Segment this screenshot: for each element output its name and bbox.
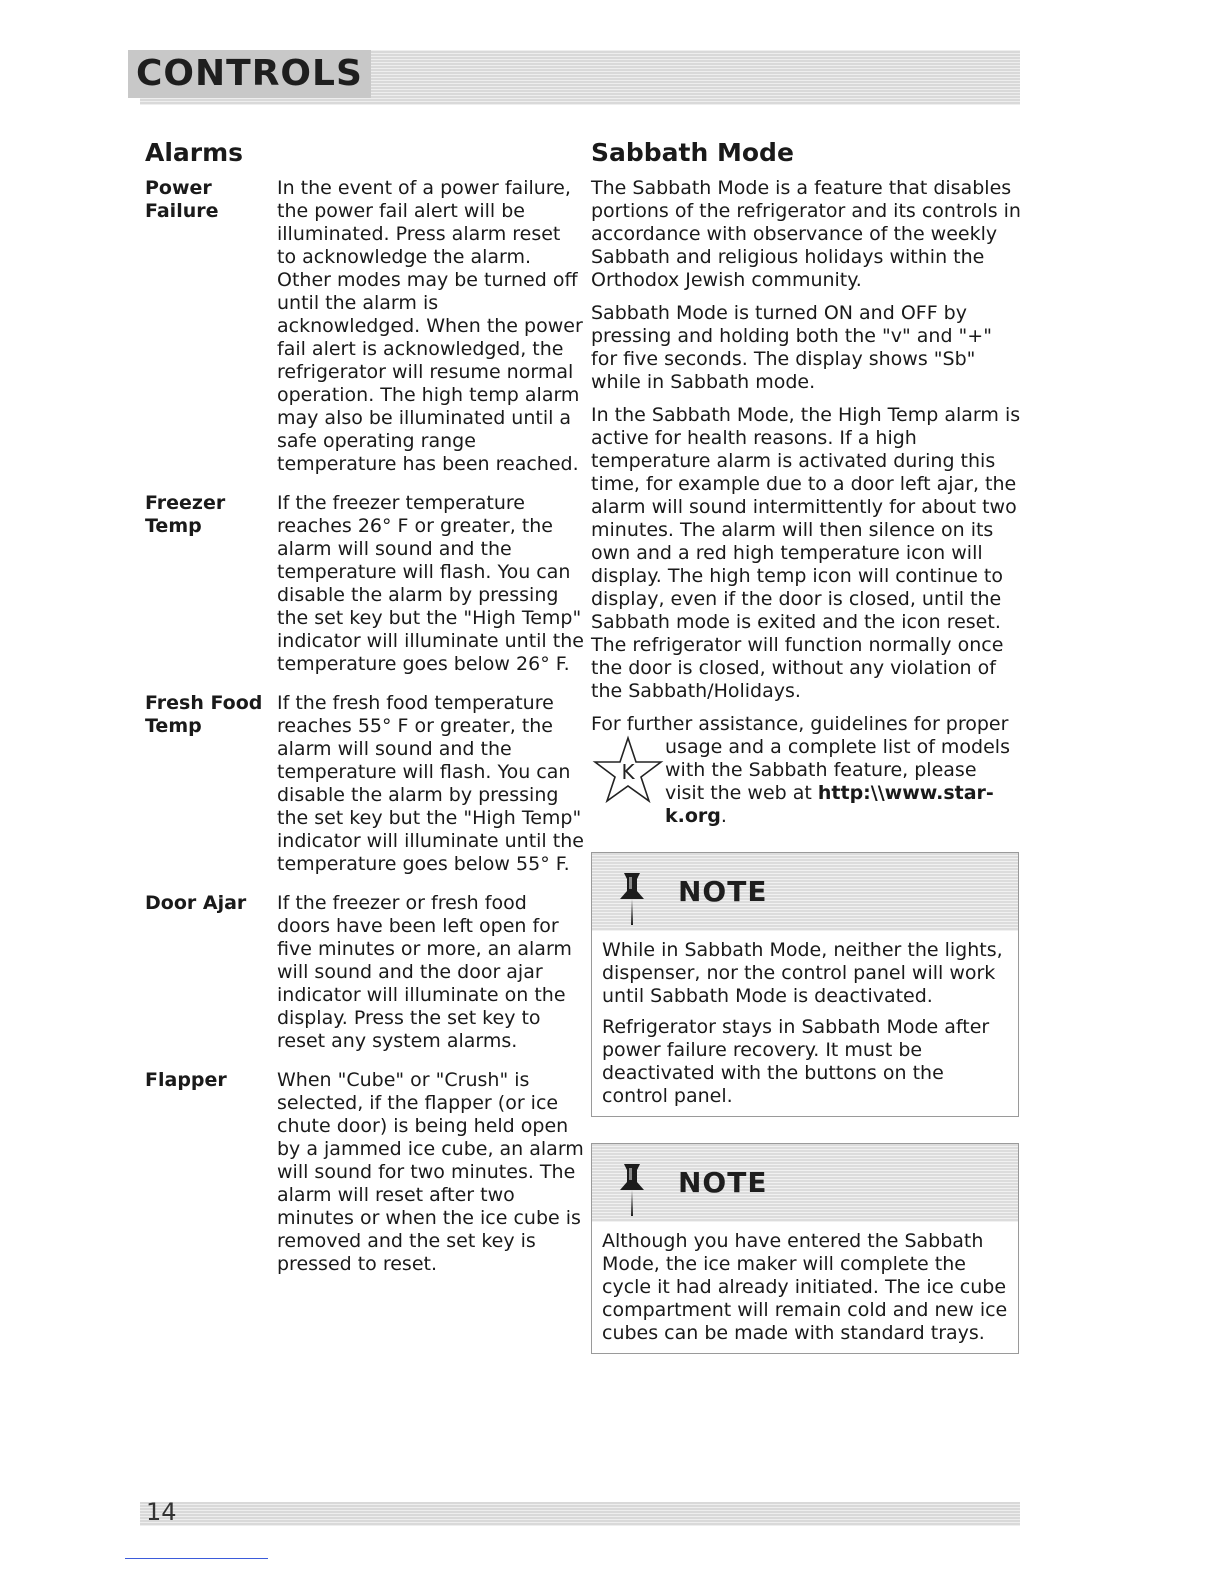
assistance-text <box>665 736 1021 828</box>
alarm-entry-freezer-temp <box>145 492 585 676</box>
alarm-entry-fresh-food-temp <box>145 692 585 876</box>
alarm-entry-door-ajar <box>145 892 585 1053</box>
url-suffix: . <box>720 805 727 827</box>
alarm-description: If the fresh food temperature reaches 55° F or greater, the alarm will sound and the temperature will flash. You can disable the alarm by pressing the set key but the "High Temp" indicator will illuminate until the temperature goes below 55° F. <box>277 692 584 875</box>
alarm-entry-power-failure <box>145 177 585 476</box>
note-paragraph: Although you have entered the Sabbath Mode, the ice maker will complete the cycle it had already initiated. The ice cube compartment will remain cold and new ice cubes can be made with standard trays. <box>602 1230 1008 1344</box>
assistance-block <box>591 713 1021 828</box>
alarms-column <box>145 138 585 1292</box>
star-k-letter: K <box>621 760 635 784</box>
note-box <box>591 1143 1019 1354</box>
sabbath-paragraph: Sabbath Mode is turned ON and OFF by pressing and holding both the "v" and "+" for five seconds. The display shows "Sb" while in Sabbath mode. <box>591 302 992 393</box>
alarm-description: If the freezer or fresh food doors have been left open for five minutes or more, an alarm will sound and the door ajar indicator will illuminate on the display. Press the set key to reset any system alarms. <box>277 892 572 1052</box>
alarm-term: Door Ajar <box>145 892 247 914</box>
alarms-heading: Alarms <box>145 138 244 167</box>
note-header <box>592 852 1018 931</box>
sabbath-paragraph: In the Sabbath Mode, the High Temp alarm is active for health reasons. If a high temperature alarm is activated during this time, for example due to a door left ajar, the alarm will sound intermittently for about two minutes. The alarm will then silence on its own and a red high temperature icon will display. The high temp icon will continue to display, even if the door is closed, until the Sabbath mode is exited and the icon reset. The refrigerator will function normally once the door is closed, without any violation of the Sabbath/Holidays. <box>591 404 1021 702</box>
sabbath-column <box>591 138 1021 1354</box>
note-box <box>591 852 1019 1117</box>
sabbath-paragraph: The Sabbath Mode is a feature that disables portions of the refrigerator and its controls in accordance with observance of the weekly Sabbath and religious holidays within the Orthodox Jewish community. <box>591 177 1021 291</box>
alarm-term: Power Failure <box>145 177 219 222</box>
page-title: CONTROLS <box>128 50 371 98</box>
assistance-rest: usage and a complete list of models with the Sabbath feature, please visit the web at <box>665 736 1010 804</box>
alarm-term: Freezer Temp <box>145 492 226 537</box>
alarm-description: If the freezer temperature reaches 26° F or greater, the alarm will sound and the temperature will flash. You can disable the alarm by pressing the set key but the "High Temp" indicator will illuminate until the temperature goes below 26° F. <box>277 492 584 675</box>
note-body <box>592 931 1018 1116</box>
note-label: NOTE <box>678 875 768 908</box>
assistance-intro: For further assistance, guidelines for proper <box>591 713 1009 735</box>
note-body <box>592 1222 1018 1353</box>
note-header <box>592 1143 1018 1222</box>
star-k-icon <box>591 734 665 804</box>
note-paragraph: While in Sabbath Mode, neither the lights, dispenser, nor the control panel will work until Sabbath Mode is deactivated. <box>602 939 1003 1007</box>
footer-band <box>140 1502 1020 1526</box>
note-label: NOTE <box>678 1166 768 1199</box>
sabbath-heading: Sabbath Mode <box>591 138 794 167</box>
star-k-link[interactable]: http:\\www.star-k.org <box>665 782 994 827</box>
alarm-description: When "Cube" or "Crush" is selected, if the flapper (or ice chute door) is being held open by a jammed ice cube, an alarm will sound for two minutes. The alarm will reset after two minutes or when the ice cube is removed and the set key is pressed to reset. <box>277 1069 584 1275</box>
alarm-entry-flapper <box>145 1069 585 1276</box>
alarm-description: In the event of a power failure, the power fail alert will be illuminated. Press alarm reset to acknowledge the alarm. Other modes may be turned off until the alarm is acknowledged. When the power fail alert is acknowledged, the refrigerator will resume normal operation. The high temp alarm may also be illuminated until a safe operating range temperature has been reached. <box>277 177 583 475</box>
alarm-term: Flapper <box>145 1069 227 1091</box>
alarm-term: Fresh Food Temp <box>145 692 263 737</box>
pushpin-icon <box>614 869 650 929</box>
pushpin-icon <box>614 1160 650 1220</box>
page-number: 14 <box>146 1498 177 1526</box>
note-paragraph: Refrigerator stays in Sabbath Mode after power failure recovery. It must be deactivated with the buttons on the control panel. <box>602 1016 990 1107</box>
page-link-underline <box>125 1558 268 1559</box>
